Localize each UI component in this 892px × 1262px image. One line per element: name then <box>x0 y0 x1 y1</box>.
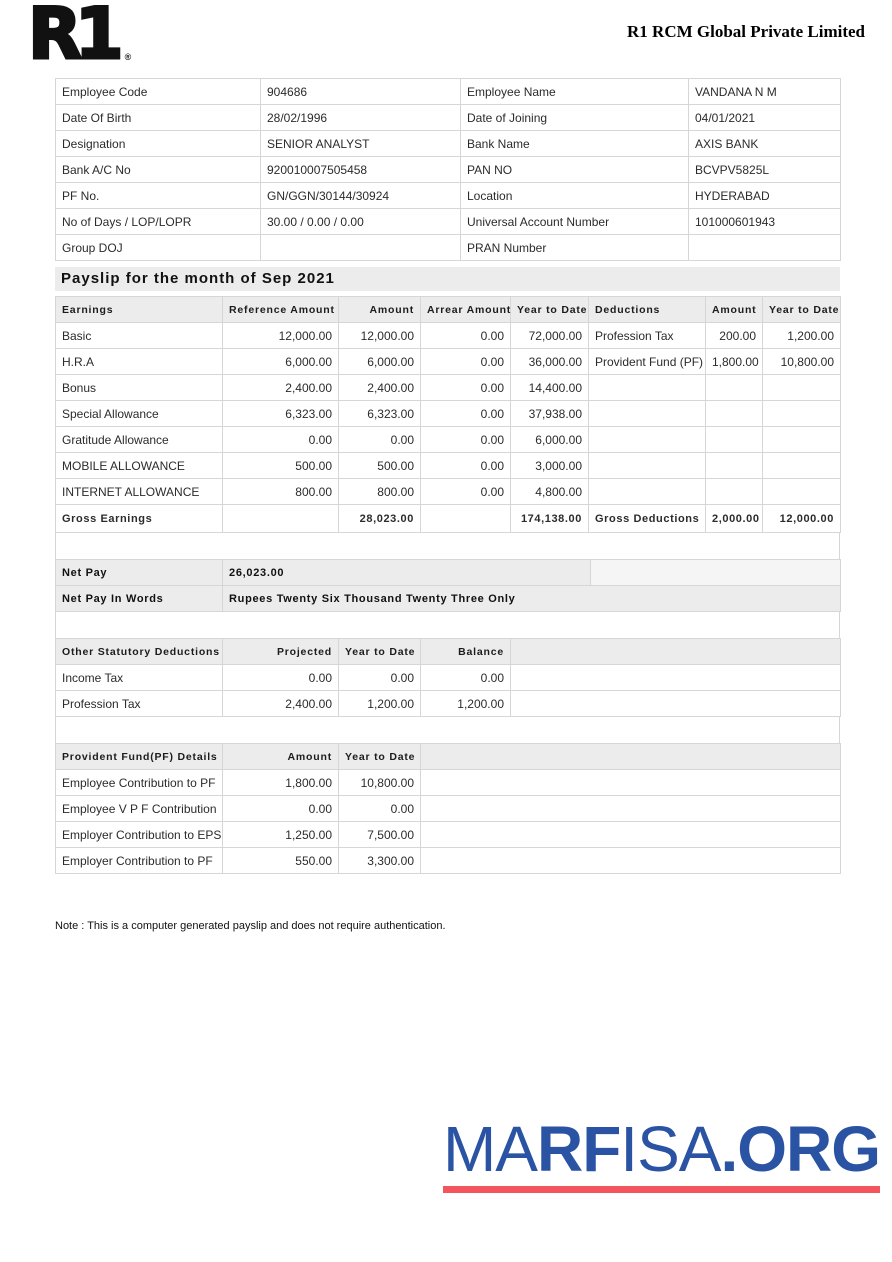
cell-value: 12,000.00 <box>223 323 339 349</box>
table-row <box>56 157 841 183</box>
cell-value: 3,000.00 <box>511 453 589 479</box>
net-pay-row <box>56 560 841 586</box>
cell-value: 10,800.00 <box>763 349 841 375</box>
table-row <box>56 665 841 691</box>
column-header: Amount <box>223 744 339 770</box>
field-value: GN/GGN/30144/30924 <box>261 183 461 209</box>
cell-value: 1,200.00 <box>421 691 511 717</box>
empty-cell <box>421 822 841 848</box>
cell-value: 37,938.00 <box>511 401 589 427</box>
table-row <box>56 479 841 505</box>
cell-value <box>706 375 763 401</box>
earnings-table <box>55 296 841 533</box>
net-pay-words-row <box>56 586 841 612</box>
field-value: 30.00 / 0.00 / 0.00 <box>261 209 461 235</box>
cell-value: 500.00 <box>223 453 339 479</box>
net-pay-words-value: Rupees Twenty Six Thousand Twenty Three Only <box>223 586 841 612</box>
gross-earnings-label: Gross Earnings <box>56 505 223 533</box>
cell-value <box>706 401 763 427</box>
pf-label: Employer Contribution to EPS <box>56 822 223 848</box>
net-pay-label: Net Pay <box>56 560 223 586</box>
company-name: R1 RCM Global Private Limited <box>627 22 865 41</box>
field-label: Universal Account Number <box>461 209 689 235</box>
cell-value: 0.00 <box>223 665 339 691</box>
field-label: Employee Name <box>461 79 689 105</box>
cell-value: 0.00 <box>223 427 339 453</box>
earning-label: Special Allowance <box>56 401 223 427</box>
earning-label: Basic <box>56 323 223 349</box>
marfisa-part: RF <box>536 1113 621 1185</box>
cell-value: 0.00 <box>421 323 511 349</box>
statutory-deductions-table <box>55 638 841 717</box>
field-label: PAN NO <box>461 157 689 183</box>
field-value: SENIOR ANALYST <box>261 131 461 157</box>
empty-cell <box>421 796 841 822</box>
field-label: Designation <box>56 131 261 157</box>
table-row <box>56 822 841 848</box>
cell-value: 1,200.00 <box>339 691 421 717</box>
cell-value: 6,323.00 <box>223 401 339 427</box>
table-row <box>56 691 841 717</box>
field-label: Group DOJ <box>56 235 261 261</box>
gross-totals-row <box>56 505 841 533</box>
cell-value: 0.00 <box>421 401 511 427</box>
field-label: PF No. <box>56 183 261 209</box>
column-header: Year to Date <box>511 297 589 323</box>
field-value <box>689 235 841 261</box>
empty-cell <box>591 560 841 586</box>
marfisa-part: .ORG <box>720 1113 880 1185</box>
table-spacer <box>55 533 840 559</box>
cell-value: 0.00 <box>339 796 421 822</box>
deduction-label: Income Tax <box>56 665 223 691</box>
gross-earnings-ytd: 174,138.00 <box>511 505 589 533</box>
marfisa-part: ISA <box>620 1113 721 1185</box>
column-header: Projected <box>223 639 339 665</box>
field-value: 28/02/1996 <box>261 105 461 131</box>
marfisa-logo <box>442 1113 880 1193</box>
cell-value <box>763 401 841 427</box>
field-label: Date of Joining <box>461 105 689 131</box>
footer-note: Note : This is a computer generated payslip and does not require authentication. <box>55 920 446 932</box>
cell-value <box>763 375 841 401</box>
field-label: No of Days / LOP/LOPR <box>56 209 261 235</box>
field-label: Employee Code <box>56 79 261 105</box>
pf-label: Employee V P F Contribution <box>56 796 223 822</box>
cell-value: 550.00 <box>223 848 339 874</box>
cell-value: 200.00 <box>706 323 763 349</box>
table-row <box>56 375 841 401</box>
table-row <box>56 770 841 796</box>
empty-cell <box>511 639 841 665</box>
pf-details-table <box>55 743 841 874</box>
column-header: Year to Date <box>763 297 841 323</box>
cell-value: 6,000.00 <box>223 349 339 375</box>
deduction-label: Provident Fund (PF) <box>589 349 706 375</box>
field-label: PRAN Number <box>461 235 689 261</box>
table-row <box>56 323 841 349</box>
column-header: Provident Fund(PF) Details <box>56 744 223 770</box>
field-label: Date Of Birth <box>56 105 261 131</box>
cell-value: 1,800.00 <box>223 770 339 796</box>
field-value <box>261 235 461 261</box>
empty-cell <box>421 848 841 874</box>
column-header: Amount <box>706 297 763 323</box>
cell-value: 0.00 <box>339 665 421 691</box>
cell-value: 12,000.00 <box>339 323 421 349</box>
column-header: Year to Date <box>339 639 421 665</box>
table-row <box>56 209 841 235</box>
cell-value <box>763 427 841 453</box>
cell-value: 72,000.00 <box>511 323 589 349</box>
earning-label: MOBILE ALLOWANCE <box>56 453 223 479</box>
cell-value <box>706 479 763 505</box>
deduction-label <box>589 427 706 453</box>
table-row <box>56 453 841 479</box>
cell-value: 500.00 <box>339 453 421 479</box>
cell-value <box>223 505 339 533</box>
deduction-label: Profession Tax <box>56 691 223 717</box>
field-label: Location <box>461 183 689 209</box>
gross-deductions-ytd: 12,000.00 <box>763 505 841 533</box>
cell-value: 6,323.00 <box>339 401 421 427</box>
cell-value: 0.00 <box>421 453 511 479</box>
table-row <box>56 349 841 375</box>
cell-value: 0.00 <box>421 375 511 401</box>
r1-logo: R1 <box>28 0 117 75</box>
table-row <box>56 401 841 427</box>
gross-deductions-label: Gross Deductions <box>589 505 706 533</box>
field-label: Bank A/C No <box>56 157 261 183</box>
table-spacer <box>55 612 840 638</box>
cell-value: 0.00 <box>421 665 511 691</box>
marfisa-part: MA <box>442 1113 537 1185</box>
statutory-header-row <box>56 639 841 665</box>
net-pay-value: 26,023.00 <box>223 560 591 586</box>
table-row <box>56 848 841 874</box>
field-value: BCVPV5825L <box>689 157 841 183</box>
cell-value: 1,800.00 <box>706 349 763 375</box>
table-row <box>56 183 841 209</box>
deduction-label <box>589 453 706 479</box>
cell-value: 7,500.00 <box>339 822 421 848</box>
cell-value <box>706 427 763 453</box>
column-header: Arrear Amount <box>421 297 511 323</box>
earning-label: Gratitude Allowance <box>56 427 223 453</box>
cell-value: 36,000.00 <box>511 349 589 375</box>
empty-cell <box>421 744 841 770</box>
cell-value <box>421 505 511 533</box>
employee-info-table <box>55 78 841 261</box>
cell-value: 2,400.00 <box>223 375 339 401</box>
table-row <box>56 131 841 157</box>
cell-value: 0.00 <box>223 796 339 822</box>
cell-value <box>763 479 841 505</box>
column-header: Year to Date <box>339 744 421 770</box>
table-row <box>56 235 841 261</box>
cell-value: 6,000.00 <box>339 349 421 375</box>
cell-value: 1,250.00 <box>223 822 339 848</box>
cell-value: 800.00 <box>223 479 339 505</box>
field-value: 101000601943 <box>689 209 841 235</box>
empty-cell <box>511 665 841 691</box>
cell-value: 0.00 <box>421 427 511 453</box>
cell-value: 0.00 <box>339 427 421 453</box>
empty-cell <box>421 770 841 796</box>
gross-earnings-amount: 28,023.00 <box>339 505 421 533</box>
deduction-label: Profession Tax <box>589 323 706 349</box>
cell-value: 14,400.00 <box>511 375 589 401</box>
cell-value <box>706 453 763 479</box>
column-header: Reference Amount <box>223 297 339 323</box>
column-header: Balance <box>421 639 511 665</box>
field-value: 920010007505458 <box>261 157 461 183</box>
table-spacer <box>55 717 840 743</box>
table-row <box>56 79 841 105</box>
earning-label: H.R.A <box>56 349 223 375</box>
field-value: 04/01/2021 <box>689 105 841 131</box>
cell-value: 0.00 <box>421 479 511 505</box>
column-header: Other Statutory Deductions <box>56 639 223 665</box>
table-row <box>56 796 841 822</box>
field-label: Bank Name <box>461 131 689 157</box>
cell-value: 2,400.00 <box>339 375 421 401</box>
column-header: Earnings <box>56 297 223 323</box>
marfisa-underline <box>443 1186 880 1193</box>
field-value: 904686 <box>261 79 461 105</box>
cell-value: 0.00 <box>421 349 511 375</box>
net-pay-table <box>55 559 841 612</box>
gross-deductions-amount: 2,000.00 <box>706 505 763 533</box>
earnings-header-row <box>56 297 841 323</box>
field-value: HYDERABAD <box>689 183 841 209</box>
empty-cell <box>511 691 841 717</box>
table-row <box>56 105 841 131</box>
cell-value <box>763 453 841 479</box>
deduction-label <box>589 401 706 427</box>
registered-trademark-icon: ® <box>124 52 132 62</box>
field-value: AXIS BANK <box>689 131 841 157</box>
pf-label: Employee Contribution to PF <box>56 770 223 796</box>
pf-label: Employer Contribution to PF <box>56 848 223 874</box>
cell-value: 6,000.00 <box>511 427 589 453</box>
earning-label: INTERNET ALLOWANCE <box>56 479 223 505</box>
table-row <box>56 427 841 453</box>
cell-value: 2,400.00 <box>223 691 339 717</box>
net-pay-words-label: Net Pay In Words <box>56 586 223 612</box>
cell-value: 1,200.00 <box>763 323 841 349</box>
field-value: VANDANA N M <box>689 79 841 105</box>
cell-value: 3,300.00 <box>339 848 421 874</box>
cell-value: 800.00 <box>339 479 421 505</box>
cell-value: 10,800.00 <box>339 770 421 796</box>
cell-value: 4,800.00 <box>511 479 589 505</box>
pf-header-row <box>56 744 841 770</box>
column-header: Amount <box>339 297 421 323</box>
earning-label: Bonus <box>56 375 223 401</box>
deduction-label <box>589 375 706 401</box>
deduction-label <box>589 479 706 505</box>
marfisa-wordmark <box>442 1113 880 1185</box>
payslip-title: Payslip for the month of Sep 2021 <box>55 267 840 291</box>
column-header: Deductions <box>589 297 706 323</box>
